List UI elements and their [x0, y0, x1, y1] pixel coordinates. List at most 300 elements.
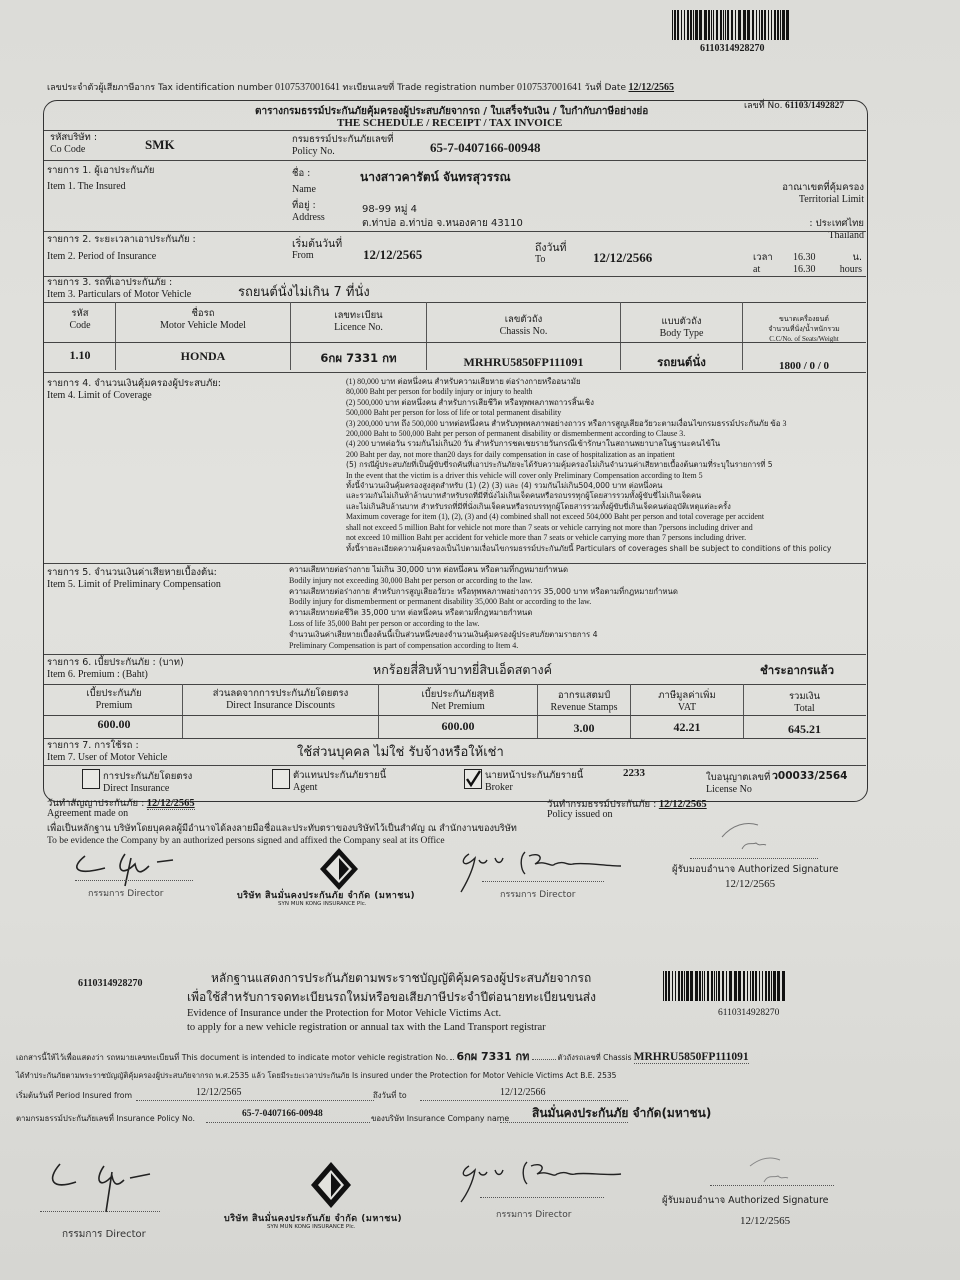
col-en: Body Type	[659, 328, 704, 339]
col-cc-header	[743, 314, 865, 344]
barcode-bar	[738, 971, 741, 1001]
coverage-line: 80,000 Baht per person for bodily injury or injury to health	[346, 387, 533, 397]
tax-id-label: เลขประจำตัวผู้เสียภาษีอากร Tax identification number	[47, 83, 273, 93]
director-label-4: กรรมการ Director	[496, 1210, 572, 1220]
barcode-bar	[702, 971, 703, 1001]
country-en: Thailand	[828, 230, 864, 241]
barcode-bar	[714, 971, 715, 1001]
preliminary-compensation-line: ความเสียหายต่อร่างกาย สำหรับการสูญเสียอวัยวะ หรือทุพพลภาพอย่างถาวร 35,000 บาท หรือตามที่กฎหมายกำหนด	[289, 586, 678, 596]
director-signature-line	[40, 1211, 160, 1212]
tax-id: 0107537001641	[275, 82, 341, 93]
barcode-bar	[771, 971, 772, 1001]
col-th-2: จำนวนที่นั่ง/น้ำหนักรวม	[768, 325, 840, 333]
coverage-line: และรวมกันไม่เกินห้าล้านบาทสำหรับรถที่มีที่นั่งไม่เกินเจ็ดคนหรือรถบรรทุกผู้โดยสารรวมทั้งผู้ขับขี่ไม่เกินเจ็ดคน	[346, 491, 702, 501]
barcode-bar	[699, 971, 701, 1001]
insured-name: นางสาวคารัตน์ จันทรสุวรรณ	[360, 170, 511, 184]
barcode-bar	[720, 10, 722, 40]
vehicle-model: HONDA	[180, 349, 226, 363]
evidence-period-from: 12/12/2565	[196, 1087, 242, 1098]
coverage-line: (1) 80,000 บาท ต่อหนึ่งคน สำหรับความเสียหาย ต่อร่างกายหรืออนามัย	[346, 377, 581, 386]
barcode-bar	[718, 971, 720, 1001]
agreement-date: 12/12/2565	[146, 798, 195, 809]
premium-in-words: หกร้อยสี่สิบห้าบาทยี่สิบเอ็ดสตางค์	[373, 662, 553, 677]
issued-en: Policy issued on	[547, 809, 613, 820]
col-th: ชื่อรถ	[191, 308, 215, 319]
item7-label-th: รายการ 7. การใช้รถ :	[47, 740, 139, 751]
header-date: 12/12/2565	[628, 82, 675, 93]
co-code-value: SMK	[145, 137, 175, 152]
authorized-signature	[712, 815, 792, 855]
agent-checkbox[interactable]	[272, 769, 290, 789]
stamps-value: 3.00	[573, 721, 595, 735]
col-en: Total	[794, 703, 815, 714]
col-th: ภาษีมูลค่าเพิ่ม	[658, 690, 716, 701]
coverage-line: 500,000 Baht per person for loss of life or total permanent disability	[346, 408, 562, 418]
license-number: ว00033/2564	[772, 770, 848, 782]
barcode-bar	[695, 10, 698, 40]
barcode-bar	[786, 10, 789, 40]
coverage-line: not exceed 10 million Baht per accident for vehicle more than 7 seats or vehicle carrying more than 7 persons including driver.	[346, 533, 747, 543]
barcode-bar	[782, 10, 785, 40]
barcode-bar	[768, 10, 769, 40]
trade-reg-label: ทะเบียนเลขที่ Trade registration number	[342, 83, 515, 93]
item2-label-th: รายการ 2. ระยะเวลาเอาประกันภัย :	[47, 234, 196, 245]
barcode-bar	[716, 10, 718, 40]
authorized-signature-label	[672, 864, 839, 876]
preliminary-compensation-line: จำนวนเงินค่าเสียหายเบื้องต้นนี้เป็นส่วนหนึ่งของจำนวนเงินคุ้มครองผู้ประสบภัยตามรายการ 4	[289, 629, 598, 639]
period-to-line	[420, 1100, 628, 1101]
col-th: แบบตัวถัง	[661, 316, 702, 327]
broker-number: 2233	[623, 767, 645, 779]
barcode-bar	[681, 10, 682, 40]
issued-date: 12/12/2565	[658, 799, 707, 810]
territory-th: อาณาเขตที่คุ้มครอง	[782, 182, 864, 193]
territory-en: Territorial Limit	[798, 194, 864, 205]
vat-value: 42.21	[673, 720, 701, 734]
address-line-2: ต.ท่าบ่อ อ.ท่าบ่อ จ.หนองคาย 43110	[362, 218, 523, 229]
barcode-bar	[762, 971, 763, 1001]
barcode-bar	[774, 10, 776, 40]
item5-label	[47, 567, 221, 591]
agreement-th: วันทำสัญญาประกันภัย :	[47, 798, 145, 809]
item7-label-en: Item 7. User of Motor Vehicle	[47, 752, 168, 763]
col-th: รหัส	[71, 308, 89, 319]
coverage-line: ทั้งนี้จำนวนเงินคุ้มครองสูงสุดสำหรับ (1) (2) (3) และ (4) รวมกันไม่เกิน504,000 บาท ต่อหนึ่งคน	[346, 481, 663, 491]
agent-en: Agent	[293, 782, 318, 793]
director-signature-1	[65, 848, 205, 888]
license-en: License No	[706, 784, 752, 795]
company-name-en: SYN MUN KONG INSURANCE Plc.	[278, 901, 367, 907]
registration-line	[16, 1047, 749, 1065]
address-label	[292, 200, 325, 224]
item7-label	[47, 740, 167, 764]
col-en: Licence No.	[334, 322, 383, 333]
barcode-bar	[716, 971, 717, 1001]
premium-header	[46, 688, 182, 712]
co-code-label-en: Co Code	[50, 144, 86, 155]
col-licence-header	[291, 310, 426, 334]
tax-id-line	[47, 82, 674, 94]
check-icon	[465, 770, 481, 788]
barcode-bar	[695, 971, 698, 1001]
item1-label-en: Item 1. The Insured	[47, 181, 126, 192]
barcode-bar	[731, 10, 733, 40]
barcode-bar	[674, 10, 676, 40]
period-from-line	[136, 1100, 374, 1101]
barcode-bar	[759, 10, 760, 40]
divider	[44, 765, 866, 766]
authorized-signature-label: ผู้รับมอบอำนาจ Authorized Signature	[662, 1195, 829, 1206]
barcode-bar	[747, 971, 748, 1001]
barcode-bar	[678, 971, 680, 1001]
barcode-bar	[675, 971, 676, 1001]
barcode-bar	[668, 971, 670, 1001]
col-en: Code	[69, 320, 91, 331]
item2-label	[47, 234, 196, 263]
divider	[44, 160, 866, 161]
company-name-th: บริษัท สินมั่นคงประกันภัย จำกัด (มหาชน)	[237, 891, 416, 901]
item5-label-en: Item 5. Limit of Preliminary Compensation	[47, 579, 221, 590]
time-unit-th: น.	[852, 252, 862, 263]
barcode-bar	[755, 971, 757, 1001]
net-premium-value: 600.00	[441, 719, 475, 733]
item6-label-th: รายการ 6. เบี้ยประกันภัย : (บาท)	[47, 657, 184, 668]
chassis-no: MRHRU5850FP111091	[463, 355, 584, 369]
barcode-bar	[704, 10, 707, 40]
barcode-bar	[677, 10, 679, 40]
divider	[44, 563, 866, 564]
period-from: 12/12/2565	[363, 247, 423, 262]
issued-th: วันทำกรมธรรม์ประกันภัย :	[547, 799, 657, 810]
barcode-bar	[690, 10, 692, 40]
item4-label	[47, 378, 221, 402]
name-label-th: ชื่อ :	[292, 168, 311, 179]
barcode-bar	[764, 10, 766, 40]
divider	[44, 654, 866, 655]
barcode-bar	[684, 971, 685, 1001]
time-label-en: at	[753, 264, 761, 275]
time-unit	[830, 252, 862, 276]
col-en: Premium	[95, 700, 133, 711]
time-label	[753, 252, 773, 276]
col-body-header	[621, 316, 742, 340]
chassis-label: ตัวถังรถเลขที่ Chassis	[557, 1053, 632, 1062]
name-label-en: Name	[292, 184, 316, 195]
coverage-line: 200,000 Baht to 500,000 Baht per person of permanent disability or dismemberment according to Clause 3.	[346, 429, 686, 439]
license-th: ใบอนุญาตเลขที่	[706, 772, 771, 783]
barcode-bar	[713, 10, 714, 40]
agreement-en: Agreement made on	[47, 808, 129, 819]
agent-label	[293, 770, 386, 794]
barcode-bar	[743, 971, 745, 1001]
barcode-bar	[704, 971, 705, 1001]
barcode-bar	[708, 10, 710, 40]
coverage-line: Maximum coverage for item (1), (2), (3) and (4) combined shall not exceed 504,000 Baht per person and total coverage per accident	[346, 512, 765, 522]
evidence-title-en	[187, 1007, 546, 1035]
coverage-line: ทั้งนี้รายละเอียดความคุ้มครองเป็นไปตามเงื่อนไขกรมธรรม์ประกันภัยนี้ Particulars of coverages shall be subject to conditions of this policy	[346, 543, 832, 553]
col-th: เบี้ยประกันภัย	[86, 688, 142, 699]
col-th: รวมเงิน	[788, 691, 821, 702]
evidence-policy-no: 65-7-0407166-00948	[242, 1109, 323, 1119]
barcode-bar	[777, 10, 779, 40]
vehicle-usage: ใช้ส่วนบุคคล ไม่ใช่ รับจ้างหรือให้เช่า	[297, 745, 504, 760]
net-premium-header	[379, 689, 537, 713]
barcode-bar	[693, 10, 694, 40]
evidence-title-th-2: เพื่อใช้สำหรับการจดทะเบียนรถใหม่หรือขอเสียภาษีประจำปีต่อนายทะเบียนขนส่ง	[187, 990, 596, 1004]
discount-header	[183, 688, 378, 712]
barcode-bar	[777, 971, 780, 1001]
coverage-line: shall not exceed 5 million Baht for vehicle not more than 7 seats or vehicle carrying not more than 7persons including driver and	[346, 522, 753, 532]
licence-no: 6กผ 7331 กท	[320, 351, 397, 365]
address-label-en: Address	[292, 212, 325, 223]
direct-th: การประกันภัยโดยตรง	[103, 771, 193, 782]
item2-label-en: Item 2. Period of Insurance	[47, 251, 157, 262]
barcode-bar	[734, 971, 737, 1001]
barcode-bar	[750, 971, 751, 1001]
insured-address	[362, 203, 523, 231]
barcode-bar	[672, 971, 673, 1001]
company-name-th: บริษัท สินมั่นคงประกันภัย จำกัด (มหาชน)	[224, 1214, 403, 1224]
vehicle-code: 1.10	[69, 348, 91, 362]
time-unit-en: hours	[839, 264, 862, 275]
time-values	[793, 252, 816, 276]
col-model-header	[116, 308, 290, 332]
col-en: VAT	[677, 702, 697, 713]
barcode-bar	[723, 10, 724, 40]
evidence-th: เพื่อเป็นหลักฐาน บริษัทโดยบุคคลผู้มีอำนาจได้ลงลายมือชื่อและประทับตราของบริษัทไว้เป็นสำคัญ ณ สำนักงานของบริษัท	[47, 823, 517, 834]
from-label	[292, 238, 342, 262]
title-en: THE SCHEDULE / RECEIPT / TAX INVOICE	[337, 117, 563, 129]
preliminary-compensation-line: Loss of life 35,000 Baht per person or according to the law.	[289, 618, 480, 628]
col-code-header	[46, 308, 114, 332]
barcode-bar	[752, 10, 754, 40]
doc-number: 61103/1492827	[784, 101, 845, 111]
col-th: เลขตัวถัง	[504, 314, 543, 325]
director-signature-3	[40, 1158, 180, 1214]
barcode-bar	[771, 10, 772, 40]
auth-sig-text: ผู้รับมอบอำนาจ Authorized Signature	[672, 864, 839, 875]
item3-label-th: รายการ 3. รถที่เอาประกันภัย :	[47, 277, 173, 288]
broker-th: นายหน้าประกันภัยรายนี้	[485, 770, 584, 781]
reg-no: 6กผ 7331 กท	[456, 1050, 530, 1063]
coverage-line: 200 Baht per day, not more than20 days for daily compensation in case of hospitalization as an inpatient	[346, 449, 675, 459]
evidence-code: 6110314928270	[78, 978, 143, 989]
director-label-1: กรรมการ Director	[88, 889, 164, 899]
vehicle-type: รถยนต์นั่งไม่เกิน 7 ที่นั่ง	[238, 285, 370, 300]
barcode-bar	[735, 10, 736, 40]
director-label-2: กรรมการ Director	[500, 890, 576, 900]
authorized-date: 12/12/2565	[740, 1215, 791, 1227]
direct-insurance-checkbox[interactable]	[82, 769, 100, 789]
time-1: 16.30	[793, 252, 816, 263]
to-label-th: ถึงวันที่	[535, 242, 567, 254]
address-line-1: 98-99 หมู่ 4	[362, 204, 417, 215]
agreement-date-label	[47, 798, 195, 820]
barcode-bar	[687, 10, 689, 40]
coverage-list	[346, 377, 861, 554]
preliminary-compensation-line: ความเสียหายต่อชีวิต 35,000 บาท ต่อหนึ่งคน หรือตามที่กฎหมายกำหนด	[289, 608, 533, 618]
reg-label: เอกสารนี้ให้ไว้เพื่อแสดงว่า รถหมายเลขทะเบียนที่ This document is intended to indicate motor vehicle registration No.	[16, 1053, 449, 1062]
barcode-top-number: 6110314928270	[700, 43, 765, 54]
preliminary-compensation-line: Bodily injury not exceeding 30,000 Baht per person or according to the law.	[289, 575, 533, 585]
divider	[44, 231, 866, 232]
date-label: วันที่ Date	[584, 83, 626, 93]
barcode-bar	[747, 10, 750, 40]
company-label: ของบริษัท Insurance Company name	[371, 1114, 510, 1123]
premium-value: 600.00	[97, 717, 131, 731]
to-label	[535, 242, 566, 266]
barcode-bar	[665, 971, 667, 1001]
coverage-line: (5) กรณีผู้ประสบภัยที่เป็นผู้ขับขี่รถคันที่เอาประกันภัยจะได้รับความคุ้มครองไม่เกินจำนวนค่าเสียหายเบื้องต้นตามที่ระบุในรายการที่ 5	[346, 460, 773, 470]
direct-insurance-label	[103, 771, 192, 795]
country-th: : ประเทศไทย	[809, 218, 864, 229]
company-logo	[318, 846, 360, 892]
preliminary-compensation-line: Bodily injury for dismemberment or permanent disability 35,000 Baht or according to the law.	[289, 597, 592, 607]
policy-line	[206, 1122, 370, 1123]
col-th: อากรแสตมป์	[557, 690, 611, 701]
name-label	[292, 168, 316, 196]
body-type: รถยนต์นั่ง	[657, 355, 706, 369]
time-2: 16.30	[793, 264, 816, 275]
stamp-duty-paid: ชำระอากรแล้ว	[760, 663, 835, 677]
co-code-label	[50, 132, 97, 156]
col-th: เบี้ยประกันภัยสุทธิ	[421, 689, 495, 700]
item3-label	[47, 277, 191, 301]
authorized-signature-line	[690, 858, 818, 859]
coverage-line: In the event that the victim is a driver this vehicle will cover only Preliminary Compensation according to Item 5	[346, 470, 703, 480]
director-signature-line	[482, 881, 604, 882]
vat-header	[631, 690, 743, 714]
to-label-en: To	[535, 254, 546, 265]
policy-no-label	[292, 134, 394, 158]
item4-label-en: Item 4. Limit of Coverage	[47, 390, 152, 401]
divider	[44, 130, 866, 131]
barcode-evidence	[663, 971, 788, 1001]
preliminary-compensation-list	[289, 565, 859, 651]
barcode-bar	[743, 10, 746, 40]
barcode-bar	[726, 971, 727, 1001]
evidence-chassis: MRHRU5850FP111091	[633, 1051, 749, 1063]
barcode-bar	[711, 10, 712, 40]
director-label-3: กรรมการ Director	[62, 1229, 146, 1240]
barcode-bar	[759, 971, 760, 1001]
policy-no-label-en: Policy No.	[292, 146, 335, 157]
director-signature-line	[75, 880, 193, 881]
policy-no: 65-7-0407166-00948	[430, 140, 541, 155]
item1-label-th: รายการ 1. ผู้เอาประกันภัย	[47, 165, 155, 176]
broker-checkbox[interactable]	[464, 769, 482, 789]
cc-seats-weight: 1800 / 0 / 0	[778, 360, 830, 372]
evidence-title-en-2: to apply for a new vehicle registration or annual tax with the Land Transport registrar	[187, 1022, 546, 1033]
barcode-evidence-number: 6110314928270	[718, 1008, 780, 1018]
barcode-bar	[752, 971, 754, 1001]
evidence-statement	[47, 823, 517, 847]
company-name-en: SYN MUN KONG INSURANCE Plc.	[267, 1224, 356, 1230]
evidence-title-th	[187, 969, 596, 1007]
from-label-en: From	[292, 250, 314, 261]
barcode-bar	[684, 10, 685, 40]
col-th: ส่วนลดจากการประกันภัยโดยตรง	[212, 688, 349, 699]
barcode-bar	[711, 971, 713, 1001]
trade-reg: 0107537001641	[516, 82, 582, 93]
barcode-bar	[729, 971, 732, 1001]
preliminary-compensation-line: Preliminary Compensation is part of compensation according to Item 4.	[289, 640, 519, 650]
coverage-line: และไม่เกินสิบล้านบาท สำหรับรถที่มีที่นั่งเกินเจ็ดคนหรือรถบรรทุกผู้โดยสารรวมทั้งผู้ขับขี่เกินเจ็ดคนต่ออุบัติเหตุแต่ละครั้ง	[346, 501, 731, 511]
barcode-bar	[782, 971, 785, 1001]
barcode-bar	[686, 971, 689, 1001]
barcode-bar	[707, 971, 709, 1001]
co-code-label-th: รหัสบริษัท :	[50, 132, 98, 143]
authorized-signature	[740, 1152, 800, 1188]
barcode-bar	[773, 971, 776, 1001]
broker-label	[485, 770, 583, 794]
policy-no-label-th: กรมธรรม์ประกันภัยเลขที่	[292, 134, 394, 145]
from-label-th: เริ่มต้นวันที่	[292, 238, 343, 250]
director-signature-line	[480, 1197, 604, 1198]
barcode-bar	[738, 10, 741, 40]
evidence-period-to: 12/12/2566	[500, 1087, 546, 1098]
authorized-signature-line	[710, 1185, 834, 1186]
col-chassis-header	[427, 314, 620, 338]
coverage-line: (4) 200 บาทต่อวัน รวมกันไม่เกิน20 วัน สำหรับการชดเชยรายวันกรณีเข้ารักษาในสถานพยาบาลในฐานะคนไข้ใน	[346, 439, 721, 449]
barcode-bar	[699, 10, 702, 40]
barcode-bar	[722, 971, 724, 1001]
barcode-bar	[725, 10, 726, 40]
policy-label: ตามกรมธรรม์ประกันภัยเลขที่ Insurance Policy No.	[16, 1114, 195, 1123]
address-label-th: ที่อยู่ :	[292, 200, 316, 211]
preliminary-compensation-line: ความเสียหายต่อร่างกาย ไม่เกิน 30,000 บาท ต่อหนึ่งคน หรือตามที่กฎหมายกำหนด	[289, 565, 569, 574]
barcode-bar	[672, 10, 673, 40]
coverage-line: (3) 200,000 บาท ถึง 500,000 บาทต่อหนึ่งคน สำหรับทุพพลภาพอย่างถาวร หรือการสูญเสียอวัยวะตามเงื่อนไขกรมธรรม์ประกันภัย ข้อ 3	[346, 418, 787, 428]
doc-number-label: เลขที่ No.	[744, 101, 783, 111]
col-en: Net Premium	[431, 701, 485, 712]
col-en: Chassis No.	[499, 326, 548, 337]
barcode-bar	[756, 10, 757, 40]
direct-en: Direct Insurance	[103, 783, 170, 794]
barcode-bar	[663, 971, 664, 1001]
item1-label	[47, 165, 154, 193]
col-en: Direct Insurance Discounts	[226, 700, 335, 711]
evidence-company: สินมั่นคงประกันภัย จำกัด(มหาชน)	[532, 1106, 712, 1120]
divider	[44, 715, 866, 716]
evidence-title-th-1: หลักฐานแสดงการประกันภัยตามพระราชบัญญัติคุ้มครองผู้ประสบภัยจากรถ	[211, 971, 592, 985]
barcode-bar	[765, 971, 767, 1001]
total-header	[744, 691, 865, 715]
coverage-line: (2) 500,000 บาท ต่อหนึ่งคน สำหรับการเสียชีวิต หรือทุพพลภาพถาวรสิ้นเชิง	[346, 397, 594, 407]
authorized-date: 12/12/2565	[725, 878, 776, 890]
item5-label-th: รายการ 5. จำนวนเงินค่าเสียหายเบื้องต้น:	[47, 567, 217, 578]
barcode-bar	[727, 10, 729, 40]
evidence-title-en-1: Evidence of Insurance under the Protection for Motor Vehicle Victims Act.	[187, 1008, 502, 1019]
territorial-limit	[760, 182, 864, 206]
col-th: ขนาดเครื่องยนต์	[779, 315, 829, 323]
company-logo	[309, 1160, 353, 1210]
total-value: 645.21	[788, 722, 821, 736]
col-en: Motor Vehicle Model	[160, 320, 246, 331]
stamps-header	[538, 690, 630, 714]
barcode-top	[672, 10, 794, 40]
barcode-bar	[690, 971, 693, 1001]
policy-issued-label	[547, 799, 707, 821]
time-label-th: เวลา	[753, 252, 773, 263]
period-to-label: ถึงวันที่ to	[373, 1091, 407, 1100]
col-th: เลขทะเบียน	[334, 310, 383, 321]
item6-label	[47, 657, 184, 681]
item6-label-en: Item 6. Premium : (Baht)	[47, 669, 148, 680]
col-en: Revenue Stamps	[550, 702, 618, 713]
license-label	[706, 772, 770, 796]
divider	[44, 738, 866, 739]
